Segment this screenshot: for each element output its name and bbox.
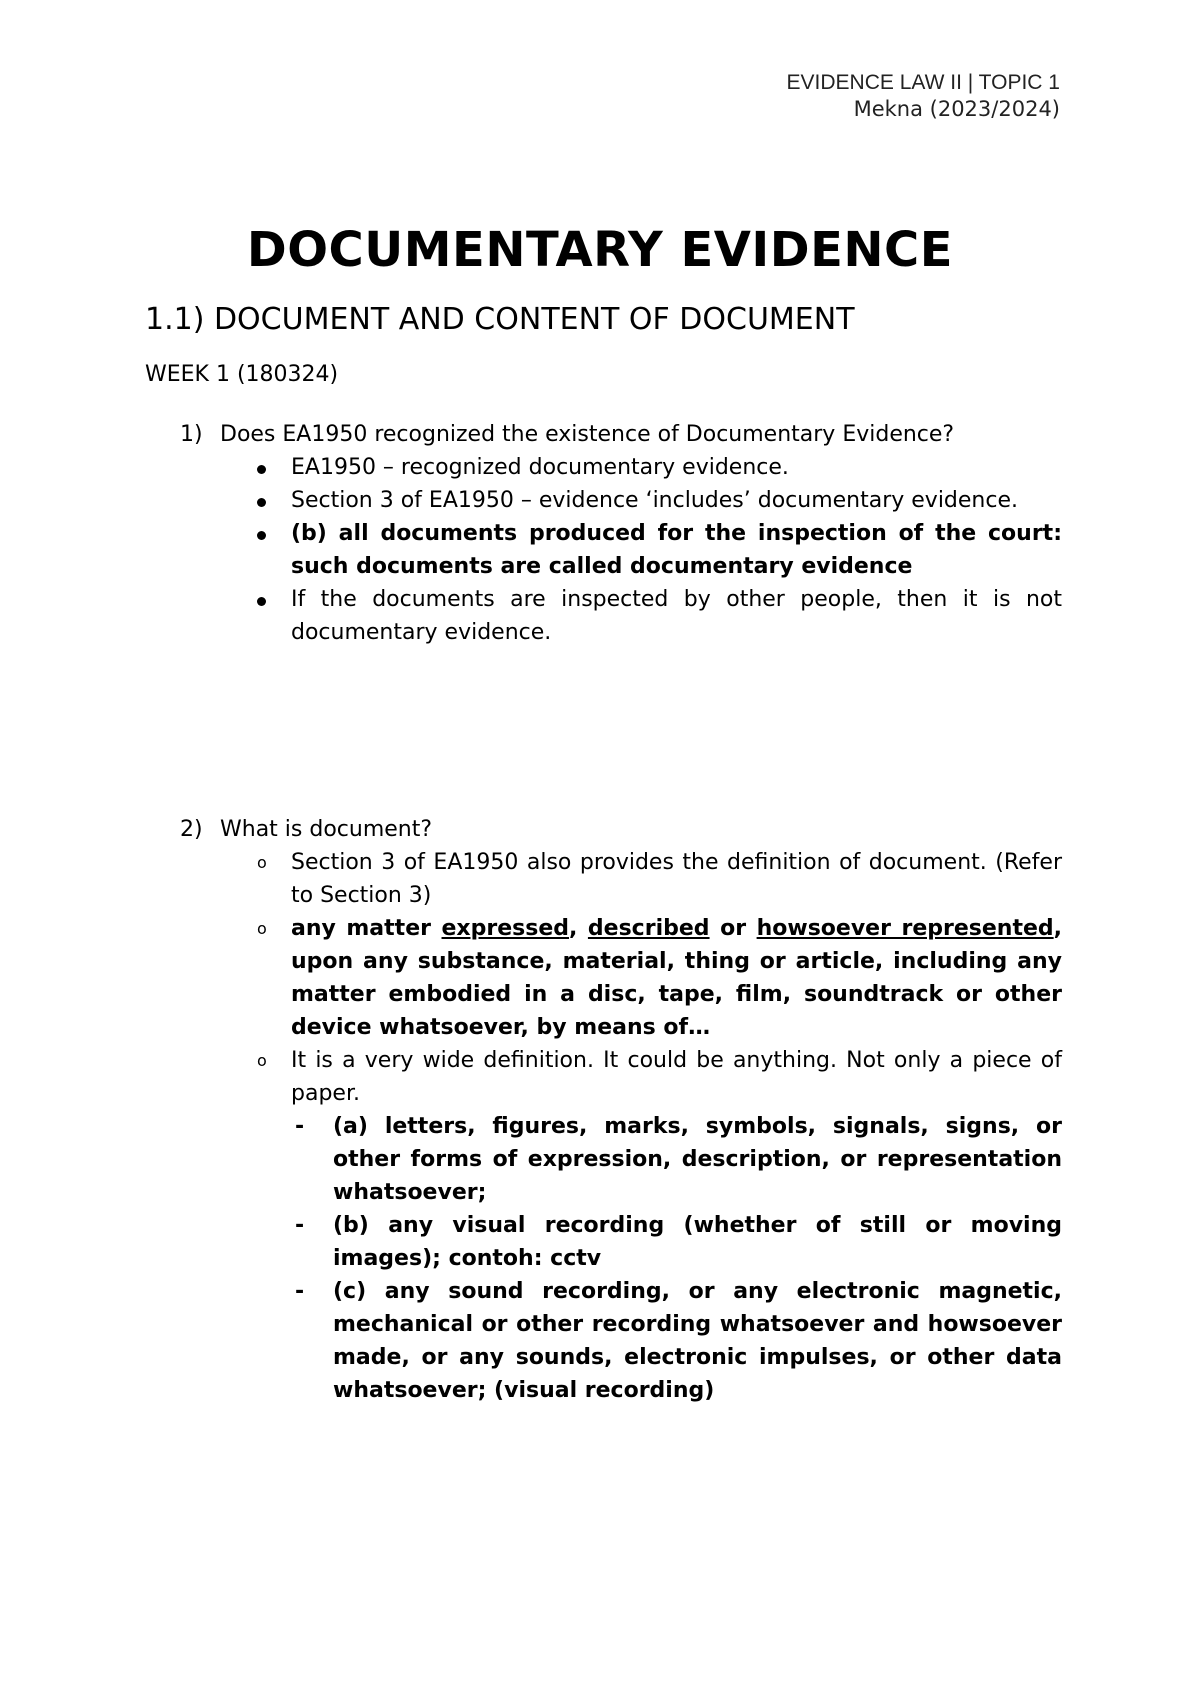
bullet-item [257, 517, 1062, 583]
dash-icon: - [295, 1279, 305, 1304]
question-text: What is document? [220, 817, 433, 842]
subpoint-item [295, 1275, 1062, 1407]
circle-bullet-icon: o [257, 853, 267, 872]
document-title: DOCUMENTARY EVIDENCE [246, 222, 954, 278]
question-1 [180, 418, 1060, 451]
bullet-text: EA1950 – recognized documentary evidence. [291, 455, 789, 480]
bullet-item [257, 484, 1062, 517]
bullet-icon [257, 451, 277, 484]
question-2 [180, 813, 1060, 846]
dash-icon: - [295, 1213, 305, 1238]
bullet-text: Section 3 of EA1950 – evidence ‘includes’ documentary evidence. [291, 488, 1018, 513]
subpoint-text: (c) any sound recording, or any electronic magnetic, mechanical or other recording whatsoever and howsoever made, or any sounds, electronic impulses, or other data whatsoever; (visual recording) [333, 1279, 1062, 1403]
bullet-text: (b) all documents produced for the inspection of the court: such documents are called documentary evidence [291, 521, 1062, 579]
bullet-text: If the documents are inspected by other people, then it is not documentary evidence. [291, 587, 1062, 645]
question-number: 1) [180, 422, 203, 447]
bullet-icon [257, 583, 277, 616]
page-header [460, 70, 1060, 122]
subpoint-text: (a) letters, figures, marks, symbols, signals, signs, or other forms of expression, description, or representation whatsoever; [333, 1114, 1062, 1205]
question-2-points [257, 846, 1062, 1407]
underlined-term: howsoever represented [756, 916, 1054, 941]
dash-icon: - [295, 1114, 305, 1139]
subpoint-item [295, 1209, 1062, 1275]
author-year-label: Mekna (2023/2024) [853, 97, 1060, 121]
point-text-part: or [709, 916, 757, 941]
bullet-item [257, 451, 1062, 484]
point-item [257, 846, 1062, 912]
question-1-bullets [257, 451, 1062, 649]
subpoint-item [295, 1110, 1062, 1209]
question-number: 2) [180, 817, 203, 842]
definition-subpoints [295, 1110, 1062, 1407]
course-topic-label: EVIDENCE LAW II | TOPIC 1 [786, 71, 1060, 94]
point-text: It is a very wide definition. It could be anything. Not only a piece of paper. [291, 1048, 1062, 1106]
question-text: Does EA1950 recognized the existence of Documentary Evidence? [220, 422, 955, 447]
point-text: Section 3 of EA1950 also provides the definition of document. (Refer to Section 3) [291, 850, 1062, 908]
point-text-part: , upon any substance, material, thing or article, including any matter embodied in a disc, tape, film, soundtrack or other device whatsoever, by means of… [291, 916, 1062, 1040]
point-item [257, 912, 1062, 1044]
point-text-part: any matter [291, 916, 442, 941]
circle-bullet-icon: o [257, 919, 267, 938]
point-item [257, 1044, 1062, 1110]
bullet-icon [257, 517, 277, 550]
section-heading: 1.1) DOCUMENT AND CONTENT OF DOCUMENT [145, 302, 855, 337]
bullet-item [257, 583, 1062, 649]
subpoint-text: (b) any visual recording (whether of still or moving images); contoh: cctv [333, 1213, 1062, 1271]
week-label: WEEK 1 (180324) [145, 362, 339, 387]
circle-bullet-icon: o [257, 1051, 267, 1070]
underlined-term: expressed [441, 916, 570, 941]
point-text-part: , [569, 916, 588, 941]
bullet-icon [257, 484, 277, 517]
underlined-term: described [587, 916, 710, 941]
